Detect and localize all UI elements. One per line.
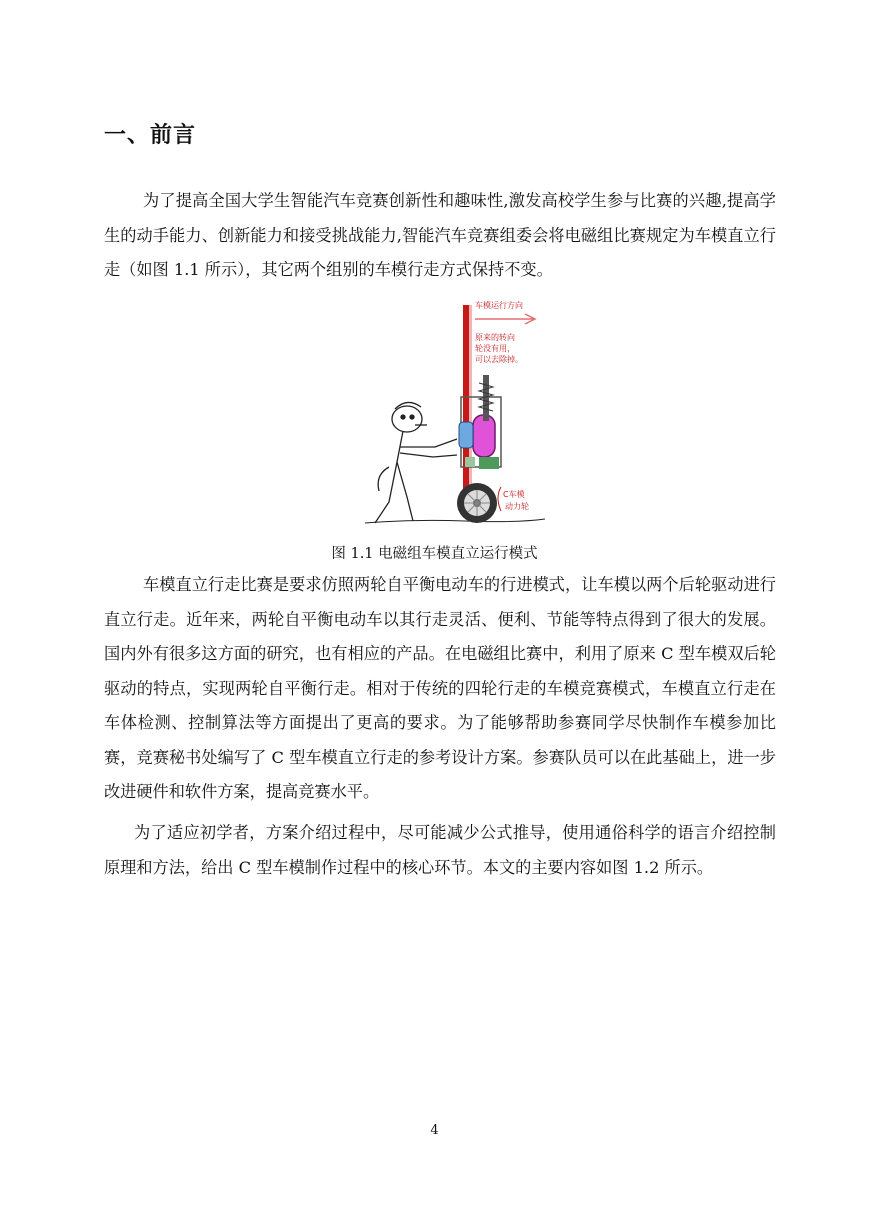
upright-car-drawing: [355, 297, 555, 529]
note-line-2: 轮没有用，: [475, 344, 515, 353]
drive-label-1: C车模: [503, 490, 525, 499]
page-number: 4: [430, 1123, 439, 1138]
direction-label: 车模运行方向: [475, 301, 523, 310]
stick-figure: [375, 402, 457, 523]
intro-paragraph-3: 为了适应初学者，方案介绍过程中，尽可能减少公式推导，使用通俗科学的语言介绍控制原理和方法，给出 C 型车模制作过程中的核心环节。本文的主要内容如图 1.2 所示。: [104, 823, 776, 877]
note-line-3: 可以去除掉。: [475, 355, 523, 364]
intro-paragraph-2: 车模直立行走比赛是要求仿照两轮自平衡电动车的行进模式，让车模以两个后轮驱动进行直立行走。近年来，两轮自平衡电动车以其行走灵活、便利、节能等特点得到了很大的发展。国内外有很多这方面的研究，也有相应的产品。在电磁组比赛中，利用了原来 C 型车模双后轮驱动的特点，实现两轮自平衡行走。相对于传统的四轮行走的车模竞赛模式，车模直立行走在车体检测、控制算法等方面提出了更高的要求。为了能够帮助参赛同学尽快制作车模参加比赛，竞赛秘书处编写了 C 型车模直立行走的参考设计方案。参赛队员可以在此基础上，进一步改进硬件和软件方案，提高竞赛水平。: [104, 575, 776, 801]
note-line-1: 原来的转向: [475, 333, 515, 342]
intro-paragraph-1: 为了提高全国大学生智能汽车竞赛创新性和趣味性,激发高校学生参与比赛的兴趣,提高学生的动手能力、创新能力和接受挑战能力,智能汽车竞赛组委会将电磁组比赛规定为车模直立行走（如图 1.1 所示），其它两个组别的车模行走方式保持不变。: [104, 191, 776, 279]
section-heading: 一、前言: [104, 123, 197, 148]
drive-label-2: 动力轮: [505, 502, 529, 511]
figure-upright-car-illustration: [355, 297, 555, 529]
figure-caption: 图 1.1 电磁组车模直立运行模式: [331, 546, 538, 562]
